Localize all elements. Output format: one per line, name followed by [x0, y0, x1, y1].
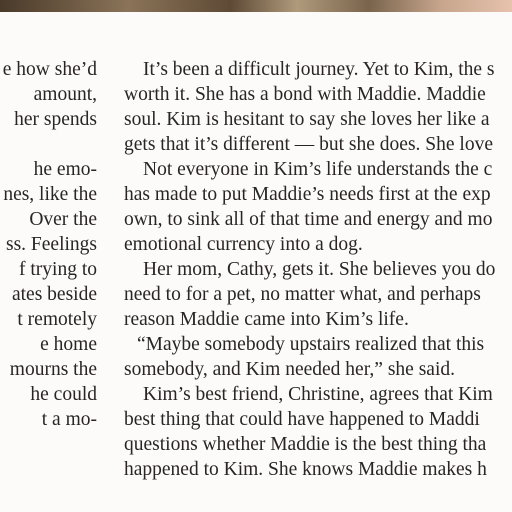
text-line: ss. Feelings — [5, 234, 97, 255]
paragraph-first-line: It’s been a difficult journey. Yet to Kim, the s — [143, 59, 495, 80]
text-line: nes, like the — [3, 184, 97, 205]
text-line: Over the — [29, 209, 97, 230]
paragraph-first-line: Not everyone in Kim’s life understands the c — [143, 159, 493, 180]
text-line: e home — [40, 334, 97, 355]
text-line: somebody, and Kim needed her,” she said. — [124, 359, 455, 380]
text-line: her spends — [14, 109, 97, 130]
text-line: t a mo- — [41, 409, 97, 430]
text-line: best thing that could have happened to Maddi — [124, 409, 480, 430]
text-line: own, to sink all of that time and energy and mo — [124, 209, 493, 230]
text-line: gets that it’s different — but she does. She love — [124, 134, 493, 155]
text-line: has made to put Maddie’s needs first at the exp — [124, 184, 491, 205]
text-line: f trying to — [19, 259, 97, 280]
text-line: t remotely — [17, 309, 97, 330]
text-line: he emo- — [33, 159, 97, 180]
text-line: e how she’d — [2, 59, 97, 80]
text-line: emotional currency into a dog. — [124, 234, 363, 255]
text-line: worth it. She has a bond with Maddie. Maddie — [124, 84, 486, 105]
paragraph-first-line: Her mom, Cathy, gets it. She believes you do — [143, 259, 496, 280]
paragraph-first-line: Kim’s best friend, Christine, agrees that Kim — [143, 384, 493, 405]
text-line: soul. Kim is hesitant to say she loves her like a — [124, 109, 490, 130]
text-line: amount, — [33, 84, 97, 105]
text-line: happened to Kim. She knows Maddie makes h — [124, 459, 487, 480]
text-line: he could — [30, 384, 97, 405]
text-line: reason Maddie came into Kim’s life. — [124, 309, 409, 330]
text-line: mourns the — [9, 359, 97, 380]
photo-edge — [0, 0, 512, 12]
text-line: questions whether Maddie is the best thing tha — [124, 434, 487, 455]
paragraph-first-line: “Maybe somebody upstairs realized that this — [137, 334, 485, 355]
text-line: ates beside — [11, 284, 97, 305]
text-line: need to for a pet, no matter what, and perhaps — [124, 284, 481, 305]
